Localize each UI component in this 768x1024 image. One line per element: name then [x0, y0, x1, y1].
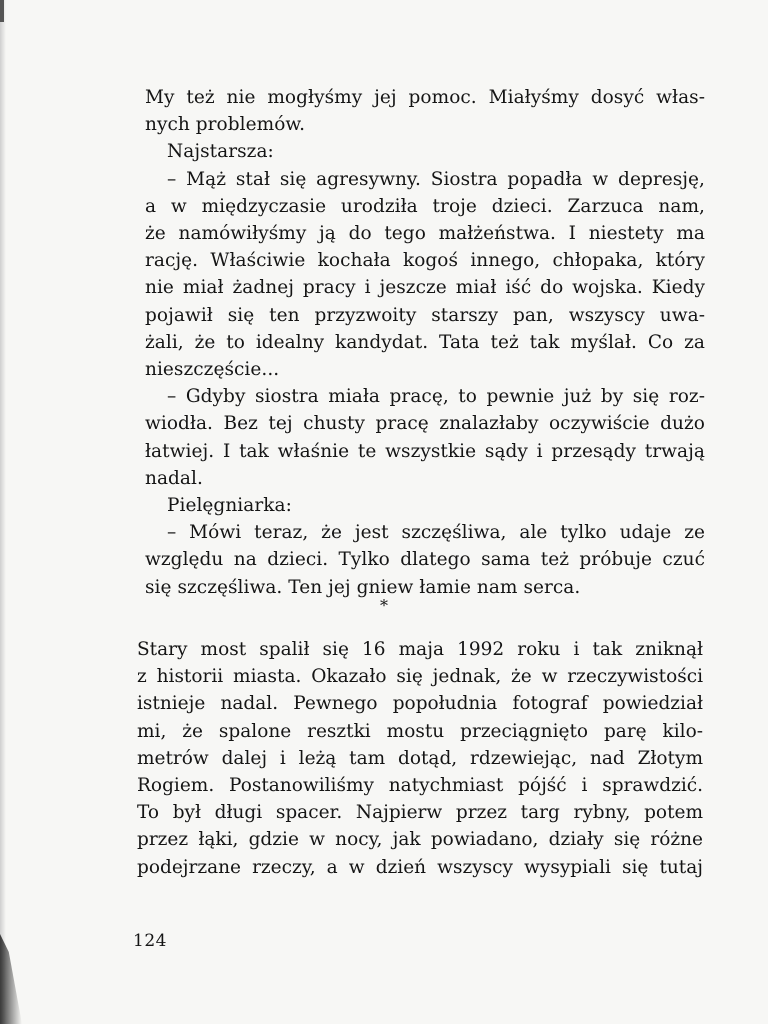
text-line: rację. Właściwie kochała kogoś innego, chłopaka, który	[145, 250, 705, 272]
text-block-narrative	[137, 636, 703, 881]
text-line: się szczęśliwa. Ten jej gniew łamie nam serca.	[145, 576, 581, 598]
text-line: nie miał żadnej pracy i jeszcze miał iść do wojska. Kiedy	[145, 277, 705, 299]
text-line: przez łąki, gdzie w nocy, jak powiadano, działy się różne	[137, 829, 703, 851]
text-line: że namówiłyśmy ją do tego małżeństwa. I niestety ma	[145, 223, 705, 245]
text-line: nych problemów.	[145, 114, 306, 136]
scan-corner-mark-bottom	[0, 934, 22, 1024]
text-line: istnieje nadal. Pewnego popołudnia fotograf powiedział	[137, 693, 703, 715]
text-line: – Mówi teraz, że jest szczęśliwa, ale tylko udaje ze	[167, 522, 705, 544]
text-line: pojawił się ten przyzwoity starszy pan, wszyscy uwa-	[145, 304, 705, 326]
text-line: z historii miasta. Okazało się jednak, że w rzeczywistości	[137, 666, 703, 688]
text-line: My też nie mogłyśmy jej pomoc. Miałyśmy dosyć włas-	[145, 87, 705, 108]
text-line: Stary most spalił się 16 maja 1992 roku i tak zniknął	[137, 639, 703, 660]
text-line: mi, że spalone resztki mostu przeciągnięto parę kilo-	[137, 720, 703, 742]
text-line: – Mąż stał się agresywny. Siostra popadła w depresję,	[167, 168, 705, 190]
text-line: a w międzyczasie urodziła troje dzieci. Zarzuca nam,	[145, 195, 705, 217]
text-line: To był długi spacer. Najpierw przez targ rybny, potem	[137, 802, 703, 824]
page-edge-shadow	[0, 0, 6, 1024]
page-number: 124	[133, 931, 167, 951]
text-line: nieszczęście...	[145, 359, 280, 381]
text-line: – Gdyby siostra miała pracę, to pewnie już by się roz-	[167, 386, 705, 408]
text-line: podejrzane rzeczy, a w dzień wszyscy wysypiali się tutaj	[137, 856, 703, 878]
text-line: żali, że to idealny kandydat. Tata też tak myślał. Co za	[145, 331, 705, 353]
speaker-label: Najstarsza:	[167, 141, 274, 163]
speaker-label: Pielęgniarka:	[167, 495, 292, 517]
text-line: względu na dzieci. Tylko dlatego sama też próbuje czuć	[145, 549, 705, 571]
section-separator: *	[380, 596, 388, 615]
text-line: nadal.	[145, 467, 203, 489]
text-block-dialogue	[145, 84, 705, 601]
scan-corner-mark-top	[0, 0, 4, 22]
text-line: Rogiem. Postanowiliśmy natychmiast pójść i sprawdzić.	[137, 775, 703, 797]
text-line: łatwiej. I tak właśnie te wszystkie sądy i przesądy trwają	[145, 440, 705, 462]
text-line: metrów dalej i leżą tam dotąd, rdzewiejąc, nad Złotym	[137, 747, 703, 769]
text-line: wiodła. Bez tej chusty pracę znalazłaby oczywiście dużo	[145, 413, 705, 435]
